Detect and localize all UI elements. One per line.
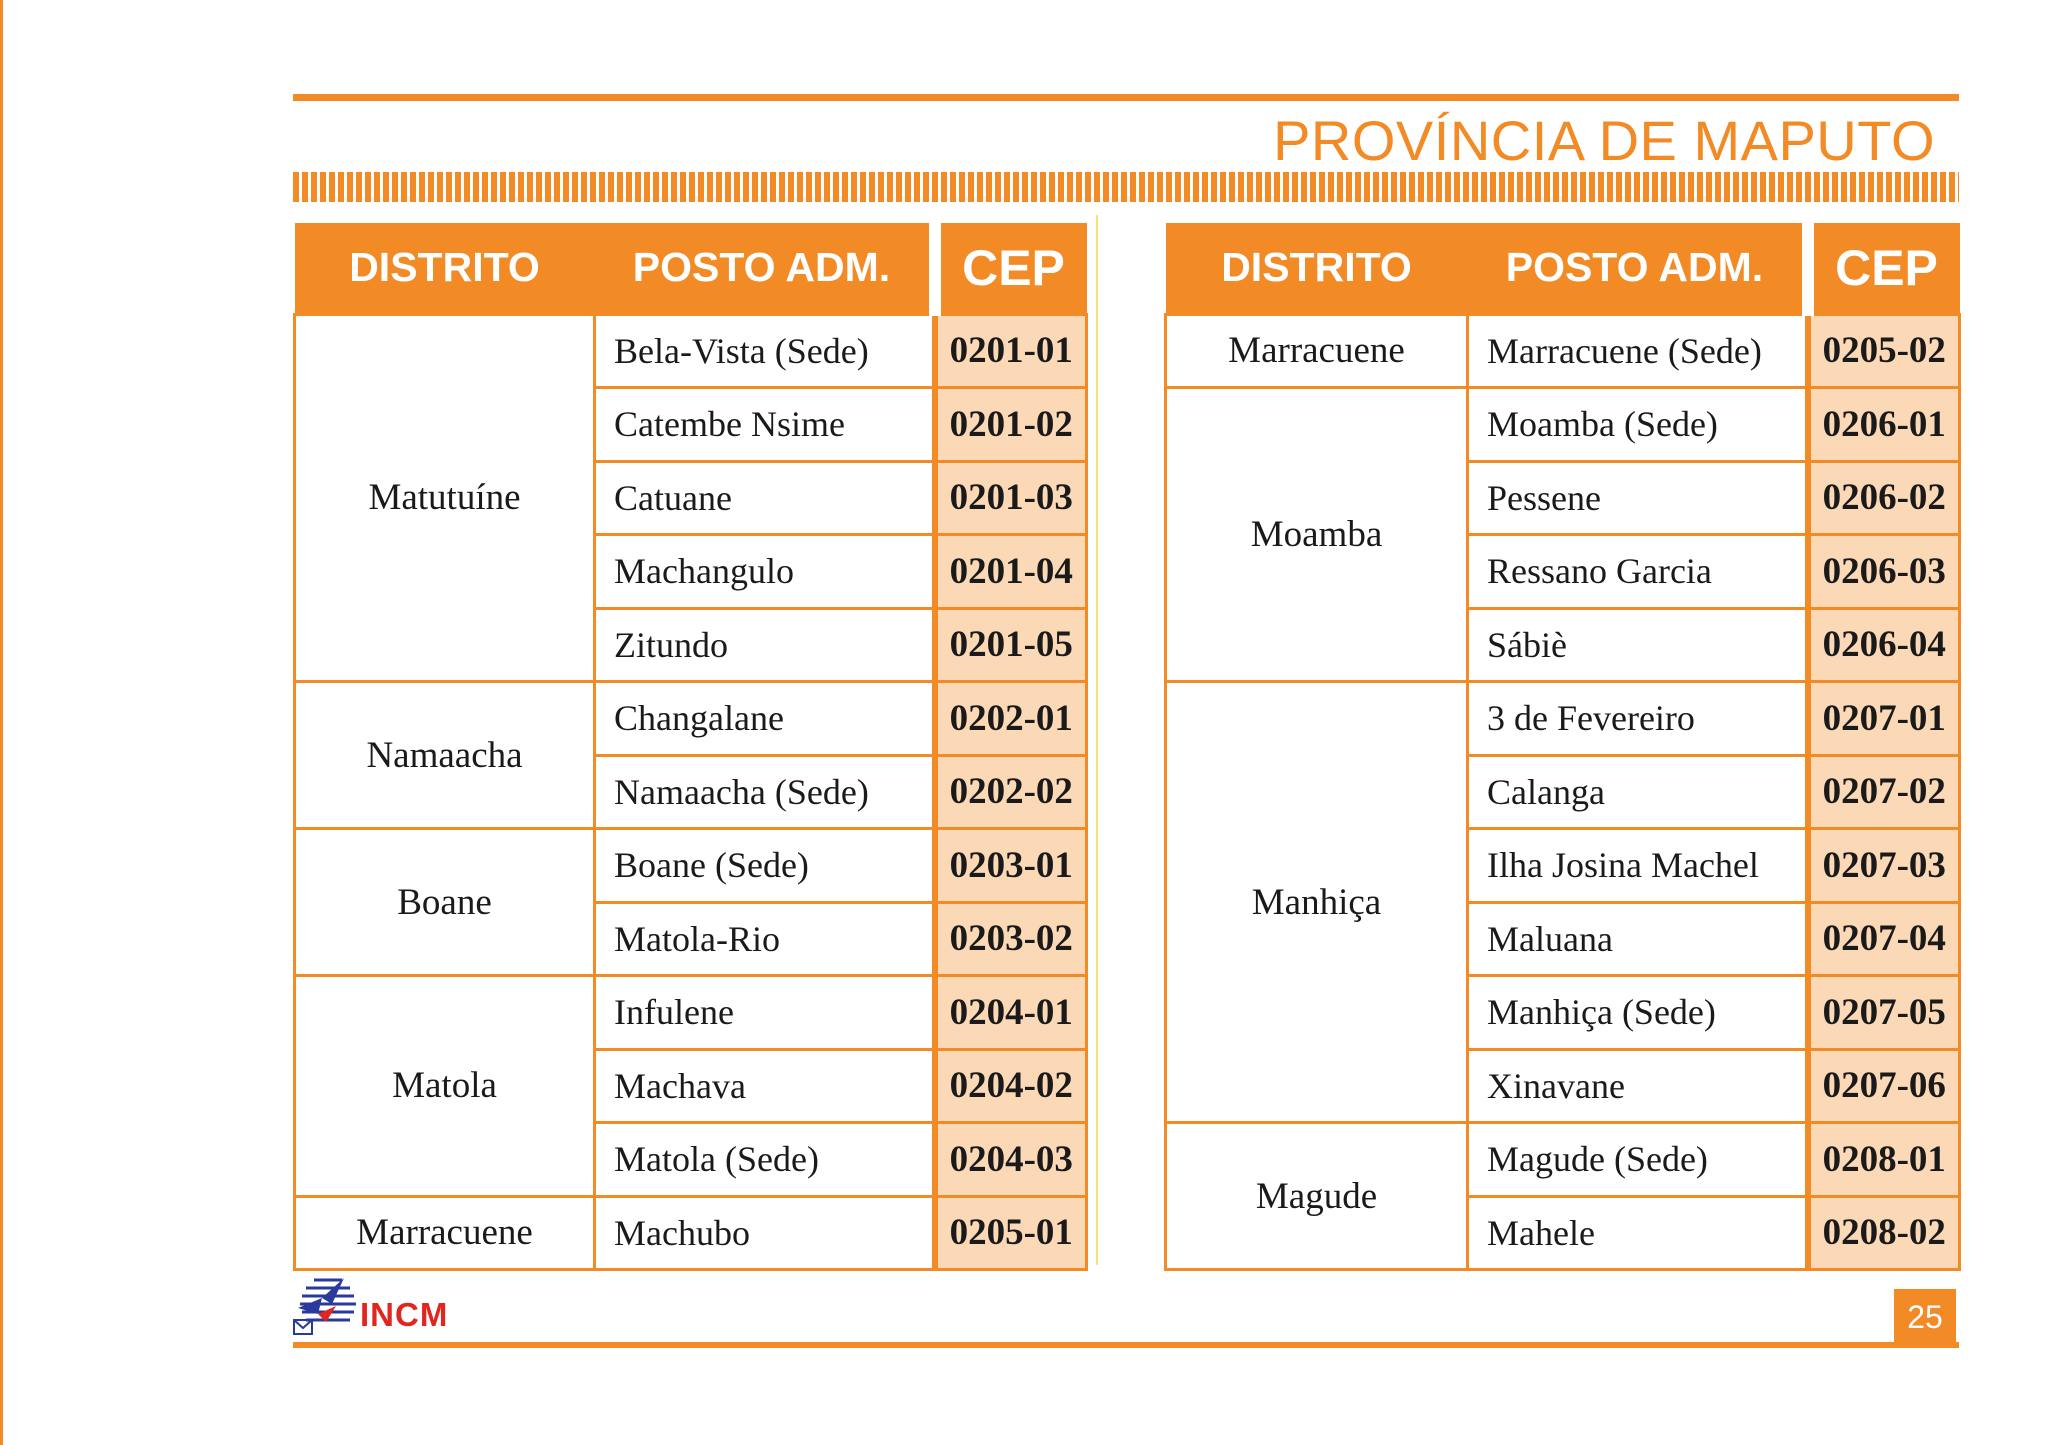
table-row: [1166, 1123, 1960, 1197]
table-row: [295, 1196, 1087, 1270]
cep-cell: 0201-03: [935, 461, 1087, 535]
posto-cell: Bela-Vista (Sede): [595, 314, 935, 388]
header-hatched-band: [293, 172, 1959, 202]
page-title: PROVÍNCIA DE MAPUTO: [1273, 109, 1935, 172]
cep-cell: 0207-01: [1808, 682, 1960, 756]
right-postal-table: [1164, 223, 1961, 1271]
cep-cell: 0202-01: [935, 682, 1087, 756]
district-cell: Matola: [295, 976, 595, 1197]
column-header-posto: POSTO ADM.: [1468, 223, 1808, 314]
cep-cell: 0207-06: [1808, 1049, 1960, 1123]
cep-cell: 0207-03: [1808, 829, 1960, 903]
incm-logo: [292, 1270, 492, 1340]
posto-cell: Zitundo: [595, 608, 935, 682]
incm-logo-text: INCM: [360, 1296, 449, 1333]
cep-cell: 0201-04: [935, 535, 1087, 609]
right-postal-table-panel: [1164, 223, 1958, 1271]
cep-cell: 0203-02: [935, 902, 1087, 976]
posto-cell: Machava: [595, 1049, 935, 1123]
cep-cell: 0208-02: [1808, 1196, 1960, 1270]
table-row: [295, 314, 1087, 388]
left-postal-table-panel: [293, 223, 1085, 1271]
posto-cell: Boane (Sede): [595, 829, 935, 903]
column-header-posto: POSTO ADM.: [595, 223, 935, 314]
table-row: [1166, 314, 1960, 388]
cep-cell: 0204-01: [935, 976, 1087, 1050]
posto-cell: Namaacha (Sede): [595, 755, 935, 829]
page-number: 25: [1894, 1289, 1956, 1345]
district-cell: Manhiça: [1166, 682, 1468, 1123]
posto-cell: Mahele: [1468, 1196, 1808, 1270]
column-header-district: DISTRITO: [1166, 223, 1468, 314]
posto-cell: Changalane: [595, 682, 935, 756]
footer-rule: [293, 1342, 1959, 1348]
district-cell: Moamba: [1166, 388, 1468, 682]
posto-cell: Maluana: [1468, 902, 1808, 976]
left-postal-table: [293, 223, 1088, 1271]
column-header-cep: CEP: [935, 223, 1087, 314]
column-divider: [1096, 215, 1098, 1265]
posto-cell: Infulene: [595, 976, 935, 1050]
posto-cell: Matola (Sede): [595, 1123, 935, 1197]
posto-cell: Ressano Garcia: [1468, 535, 1808, 609]
cep-cell: 0206-04: [1808, 608, 1960, 682]
table-row: [295, 976, 1087, 1050]
page-margin-line: [0, 0, 3, 1445]
cep-cell: 0201-02: [935, 388, 1087, 462]
posto-cell: Calanga: [1468, 755, 1808, 829]
posto-cell: Machubo: [595, 1196, 935, 1270]
posto-cell: Catembe Nsime: [595, 388, 935, 462]
district-cell: Magude: [1166, 1123, 1468, 1270]
cep-cell: 0201-05: [935, 608, 1087, 682]
posto-cell: Magude (Sede): [1468, 1123, 1808, 1197]
table-header-row: [1166, 223, 1960, 314]
cep-cell: 0206-03: [1808, 535, 1960, 609]
cep-cell: 0205-01: [935, 1196, 1087, 1270]
table-row: [1166, 682, 1960, 756]
header-rule: [293, 94, 1959, 101]
posto-cell: Machangulo: [595, 535, 935, 609]
table-row: [295, 829, 1087, 903]
posto-cell: 3 de Fevereiro: [1468, 682, 1808, 756]
posto-cell: Pessene: [1468, 461, 1808, 535]
cep-cell: 0208-01: [1808, 1123, 1960, 1197]
column-header-district: DISTRITO: [295, 223, 595, 314]
table-row: [1166, 388, 1960, 462]
table-row: [295, 682, 1087, 756]
cep-cell: 0205-02: [1808, 314, 1960, 388]
cep-cell: 0203-01: [935, 829, 1087, 903]
district-cell: Marracuene: [1166, 314, 1468, 388]
incm-bird-emblem-icon: [292, 1270, 362, 1338]
cep-cell: 0206-02: [1808, 461, 1960, 535]
cep-cell: 0207-05: [1808, 976, 1960, 1050]
posto-cell: Marracuene (Sede): [1468, 314, 1808, 388]
cep-cell: 0202-02: [935, 755, 1087, 829]
posto-cell: Ilha Josina Machel: [1468, 829, 1808, 903]
posto-cell: Moamba (Sede): [1468, 388, 1808, 462]
cep-cell: 0207-02: [1808, 755, 1960, 829]
cep-cell: 0201-01: [935, 314, 1087, 388]
posto-cell: Sábiè: [1468, 608, 1808, 682]
column-header-cep: CEP: [1808, 223, 1960, 314]
posto-cell: Manhiça (Sede): [1468, 976, 1808, 1050]
cep-cell: 0204-03: [935, 1123, 1087, 1197]
cep-cell: 0204-02: [935, 1049, 1087, 1123]
posto-cell: Catuane: [595, 461, 935, 535]
district-cell: Namaacha: [295, 682, 595, 829]
table-header-row: [295, 223, 1087, 314]
district-cell: Matutuíne: [295, 314, 595, 682]
district-cell: Boane: [295, 829, 595, 976]
cep-cell: 0206-01: [1808, 388, 1960, 462]
posto-cell: Matola-Rio: [595, 902, 935, 976]
posto-cell: Xinavane: [1468, 1049, 1808, 1123]
cep-cell: 0207-04: [1808, 902, 1960, 976]
district-cell: Marracuene: [295, 1196, 595, 1270]
